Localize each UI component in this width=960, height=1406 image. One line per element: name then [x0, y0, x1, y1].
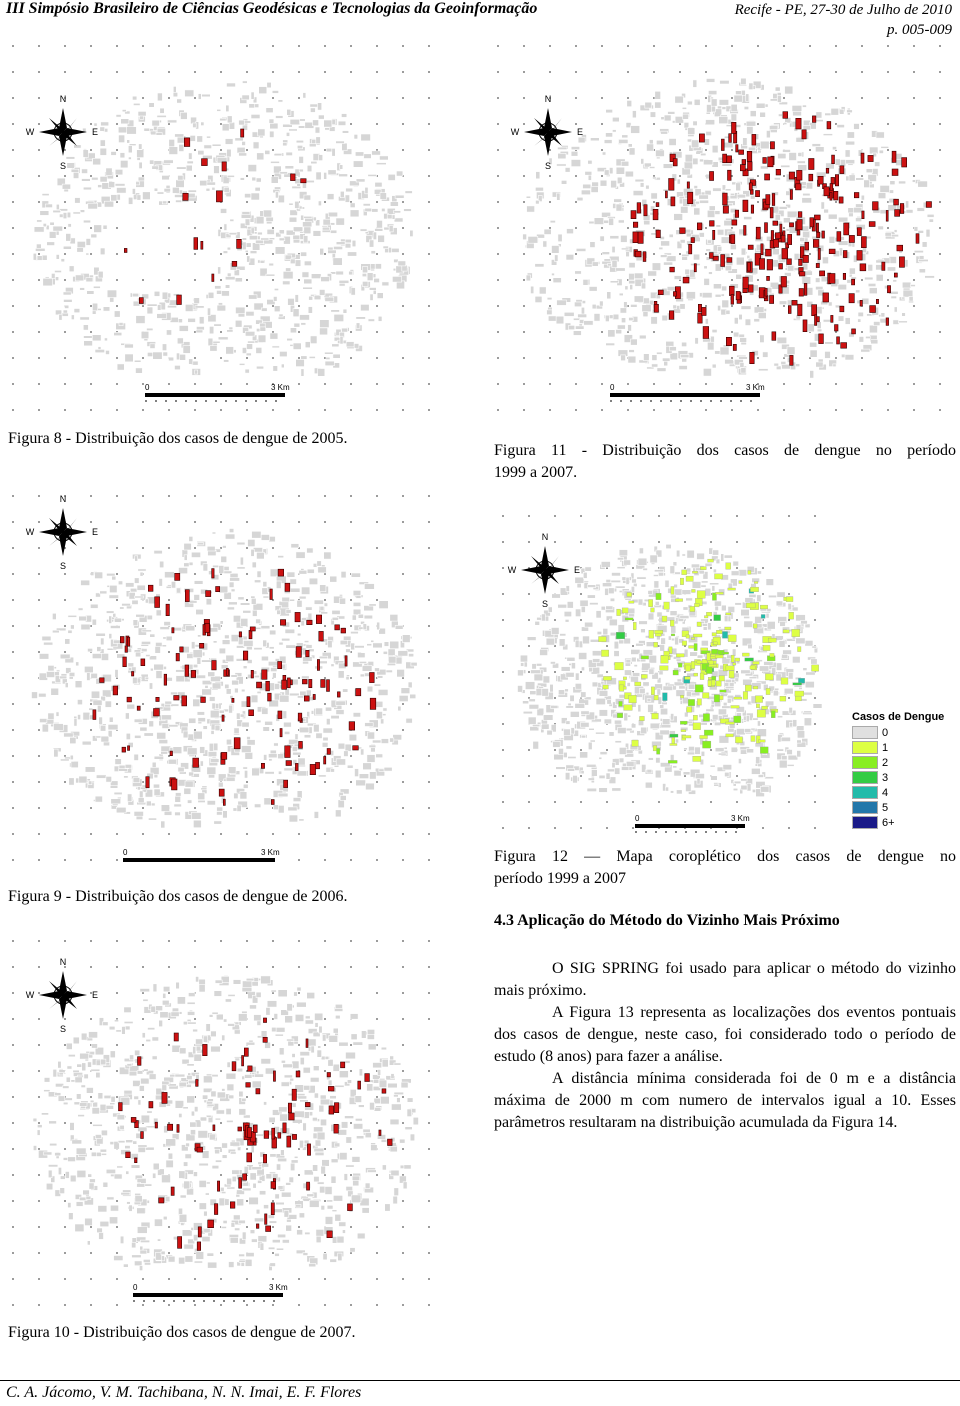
- svg-text:W: W: [510, 127, 520, 137]
- legend-entry: [852, 755, 944, 770]
- svg-text:N: N: [59, 94, 67, 104]
- legend-label: 4: [882, 786, 889, 799]
- figure-10-caption: Figura 10 - Distribuição dos casos de dengue de 2007.: [8, 1324, 356, 1341]
- figure-8-map: [5, 40, 440, 415]
- paragraph-3: A distância mínima considerada foi de 0 m e a distância máxima de 2000 m com numero de intervalos igual a 10. Esses parâmetros resultaram na distribuição acumulada da Figura 14.: [494, 1070, 956, 1131]
- legend-swatch: [852, 741, 878, 754]
- legend-swatch: [852, 786, 878, 799]
- figure-11-caption-line1: Figura 11 - Distribuição dos casos de dengue no período: [494, 442, 956, 459]
- conference-title: III Simpósio Brasileiro de Ciências Geodésicas e Tecnologias da Geoinformação: [6, 0, 538, 17]
- svg-text:E: E: [91, 127, 99, 137]
- figure-9-map: [5, 490, 440, 865]
- figure-10-map: [5, 935, 440, 1310]
- map-grid: [12, 495, 430, 861]
- svg-text:E: E: [91, 527, 99, 537]
- scale-bar: [123, 848, 280, 865]
- svg-text:W: W: [25, 527, 35, 537]
- compass-rose-icon: [508, 532, 580, 609]
- svg-text:W: W: [25, 127, 35, 137]
- scale-bar: [133, 1283, 288, 1301]
- svg-text:S: S: [59, 161, 67, 171]
- scale-bar: [145, 383, 290, 401]
- figure-11-caption-line2: 1999 a 2007.: [494, 464, 578, 481]
- legend-entry: [852, 785, 944, 800]
- figure-8-caption: Figura 8 - Distribuição dos casos de dengue de 2005.: [8, 430, 348, 447]
- legend-label: 5: [882, 801, 889, 814]
- legend-entry: [852, 740, 944, 755]
- legend-swatch: [852, 726, 878, 739]
- footer-authors: C. A. Jácomo, V. M. Tachibana, N. N. Imai, E. F. Flores: [6, 1384, 362, 1401]
- figure-9-caption: Figura 9 - Distribuição dos casos de dengue de 2006.: [8, 888, 348, 905]
- legend-entries: [852, 725, 944, 830]
- svg-text:0: 0: [610, 383, 615, 392]
- svg-text:0: 0: [145, 383, 150, 392]
- legend-swatch: [852, 756, 878, 769]
- svg-text:S: S: [544, 161, 552, 171]
- legend-label: 1: [882, 741, 889, 754]
- figure-12-legend: [852, 711, 944, 830]
- legend-entry: [852, 815, 944, 830]
- scale-bar: [610, 383, 765, 401]
- svg-text:S: S: [59, 561, 67, 571]
- map-svg: [5, 935, 440, 1310]
- map-svg: [490, 40, 960, 415]
- figure-11-caption: [494, 440, 956, 484]
- compass-rose-icon: [26, 494, 98, 571]
- legend-swatch: [852, 816, 878, 829]
- figure-11-map: [490, 40, 960, 415]
- svg-text:N: N: [59, 494, 67, 504]
- legend-title: Casos de Dengue: [852, 711, 945, 723]
- legend-label: 3: [882, 771, 889, 784]
- map-svg: [495, 510, 840, 835]
- legend-entry: [852, 725, 944, 740]
- figure-12-caption: [494, 846, 956, 890]
- svg-text:0: 0: [123, 848, 128, 857]
- svg-text:N: N: [544, 94, 552, 104]
- legend-swatch: [852, 771, 878, 784]
- section-heading: 4.3 Aplicação do Método do Vizinho Mais Próximo: [494, 912, 840, 929]
- map-grid: [12, 45, 430, 411]
- city-blocks: [32, 529, 418, 829]
- legend-label: 2: [882, 756, 889, 769]
- city-blocks: [518, 544, 823, 796]
- legend-entry: [852, 800, 944, 815]
- compass-rose-icon: [26, 957, 98, 1034]
- footer-rule: [0, 1380, 960, 1381]
- header-info: [735, 0, 952, 40]
- figure-12-caption-line2: período 1999 a 2007: [494, 870, 626, 887]
- legend-label: 0: [882, 726, 889, 739]
- paragraph-2: A Figura 13 representa as localizações dos eventos pontuais dos casos de dengue, neste caso, foi considerado todo o período de estudo (8 anos) para fazer a análise.: [494, 1004, 956, 1065]
- legend-swatch: [852, 801, 878, 814]
- map-svg: [5, 490, 440, 865]
- location-date: Recife - PE, 27-30 de Julho de 2010: [734, 2, 952, 18]
- section-body: [494, 958, 956, 1134]
- svg-text:E: E: [576, 127, 584, 137]
- figure-12-map: [495, 510, 840, 835]
- map-svg: [5, 40, 440, 415]
- svg-text:3 Km: 3 Km: [746, 383, 765, 392]
- city-blocks: [523, 78, 935, 378]
- page-range: p. 005-009: [887, 22, 952, 38]
- figure-12-caption-line1: Figura 12 — Mapa coroplético dos casos de dengue no: [494, 848, 956, 865]
- legend-entry: [852, 770, 944, 785]
- svg-text:3 Km: 3 Km: [271, 383, 290, 392]
- paragraph-1: O SIG SPRING foi usado para aplicar o método do vizinho mais próximo.: [494, 960, 956, 999]
- scale-bar: [635, 814, 750, 832]
- svg-text:3 Km: 3 Km: [261, 848, 280, 857]
- legend-label: 6+: [882, 816, 895, 829]
